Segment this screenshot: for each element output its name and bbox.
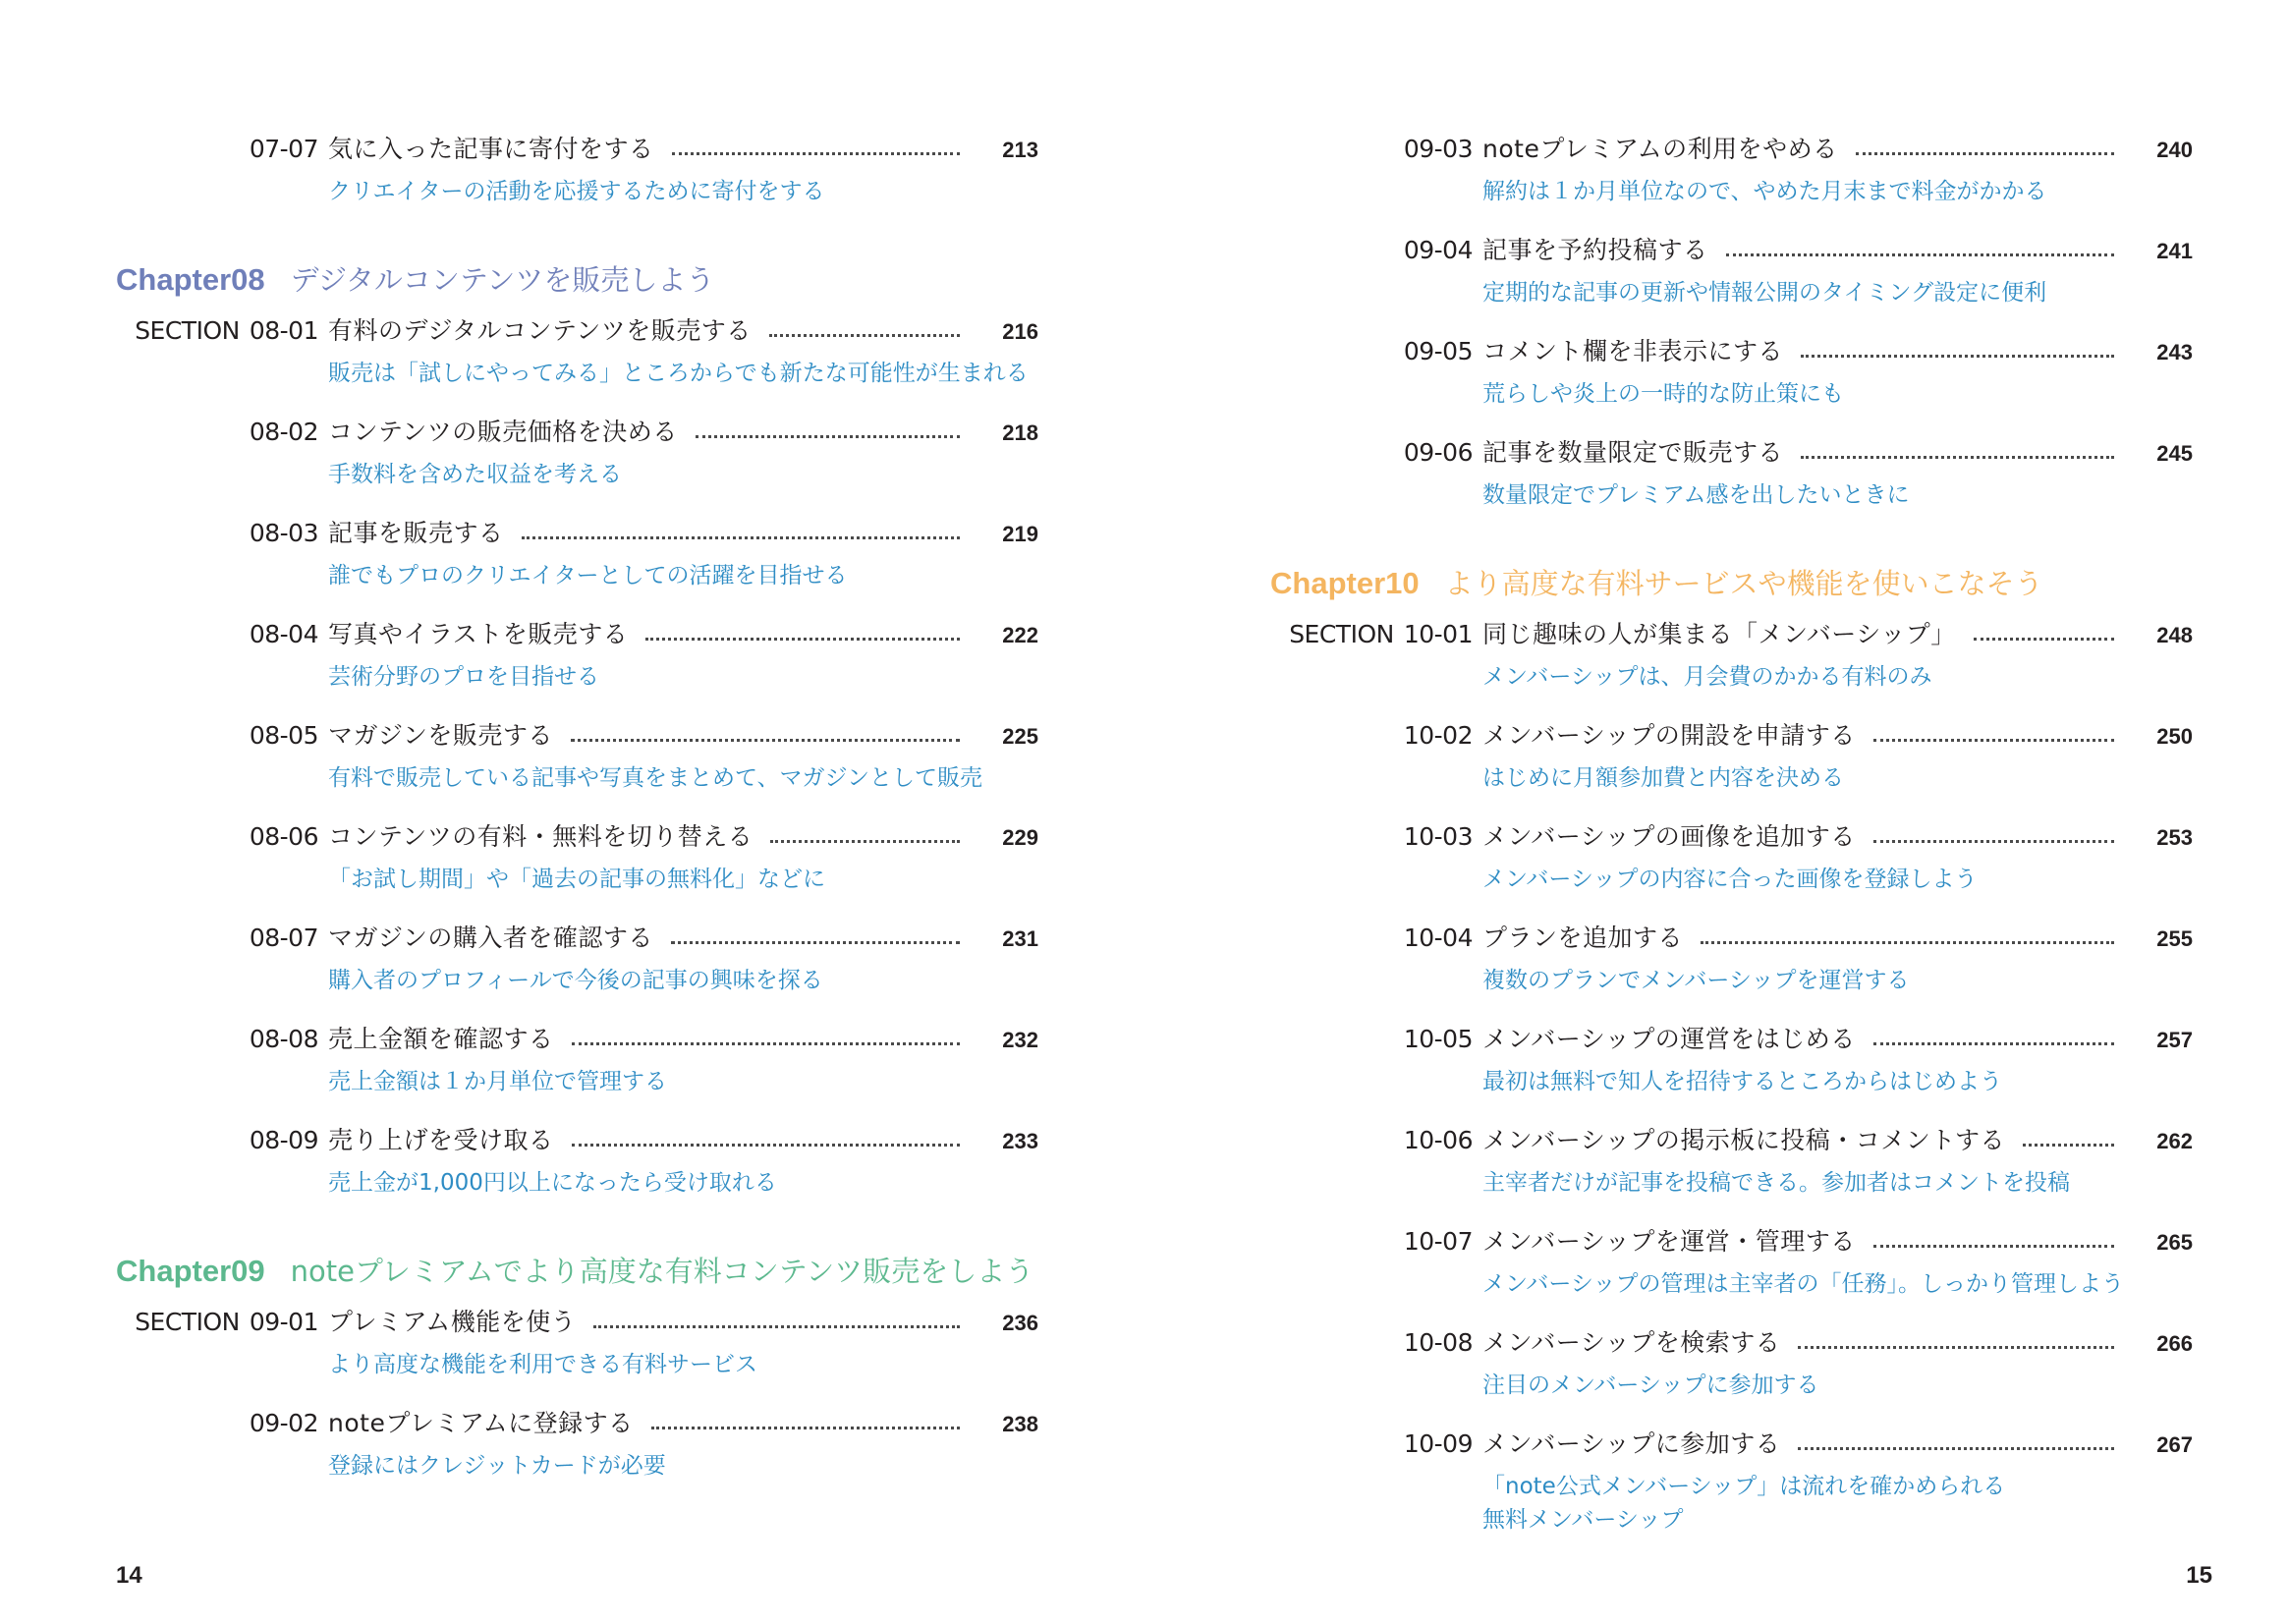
description-line: 売上金が1,000円以上になったら受け取れる	[328, 1170, 777, 1196]
description-line: 数量限定でプレミアム感を出したいときに	[1482, 482, 1910, 508]
page-reference: 225	[1002, 724, 1038, 749]
section-number	[1270, 1419, 1482, 1470]
section-description	[328, 964, 1038, 1014]
section-id: 10-09	[1403, 1429, 1473, 1458]
dot-leader	[1798, 1447, 2114, 1450]
section-title: noteプレミアムに登録する	[328, 1409, 634, 1437]
section-number	[1270, 913, 1482, 964]
toc-entry	[116, 812, 1038, 913]
section-number	[1270, 1216, 1482, 1267]
section-id: 07-07	[249, 135, 318, 163]
toc-entry	[116, 1297, 1038, 1398]
description-line: 誰でもプロのクリエイターとしての活躍を目指せる	[328, 563, 848, 588]
page-reference: 257	[2156, 1028, 2193, 1052]
description-line: 売上金額は１か月単位で管理する	[328, 1069, 667, 1094]
description-line: 最初は無料で知人を招待するところからはじめよう	[1482, 1069, 2002, 1094]
section-number	[1270, 225, 1482, 276]
page-reference: 236	[1002, 1311, 1038, 1335]
section-description	[328, 1166, 1038, 1216]
section-title: 記事を販売する	[328, 519, 504, 547]
toc-entry	[116, 710, 1038, 812]
description-line: 注目のメンバーシップに参加する	[1482, 1372, 1819, 1398]
section-number	[1270, 710, 1482, 761]
section-title: メンバーシップに参加する	[1482, 1429, 1781, 1458]
dot-leader	[769, 334, 960, 337]
section-title: 有料のデジタルコンテンツを販売する	[328, 316, 752, 345]
page-reference: 265	[2156, 1230, 2193, 1255]
toc-entry	[1270, 609, 2193, 710]
section-description	[328, 1065, 1038, 1115]
toc-entry-line	[1270, 1317, 2193, 1369]
toc-entry-line	[1270, 812, 2193, 863]
page-reference: 245	[2156, 441, 2193, 466]
section-id: 08-01	[249, 316, 318, 345]
section-number	[1270, 1115, 1482, 1166]
page-reference: 248	[2156, 623, 2193, 647]
section-title: コメント欄を非表示にする	[1482, 337, 1784, 365]
section-description	[328, 1449, 1038, 1499]
section-id: 09-01	[249, 1308, 318, 1336]
section-title: メンバーシップの開設を申請する	[1482, 721, 1856, 750]
section-number	[116, 306, 328, 357]
toc-entry-line	[1270, 1014, 2193, 1065]
section-title: 売り上げを受け取る	[328, 1126, 554, 1154]
toc-entry-line	[1270, 124, 2193, 175]
page-reference: 266	[2156, 1331, 2193, 1356]
section-id: 10-06	[1403, 1126, 1473, 1154]
section-id: 08-09	[249, 1126, 318, 1154]
section-description	[1482, 761, 2193, 812]
description-line: 複数のプランでメンバーシップを運営する	[1482, 968, 1910, 993]
section-number	[116, 407, 328, 458]
toc-entry-line	[116, 1014, 1038, 1065]
section-number	[116, 1115, 328, 1166]
chapter-heading	[116, 1246, 1038, 1297]
section-description	[1482, 863, 2193, 913]
section-title: プレミアム機能を使う	[328, 1308, 577, 1336]
section-id: 09-06	[1403, 438, 1473, 467]
section-description	[328, 175, 1038, 225]
section-id: 09-03	[1403, 135, 1473, 163]
toc-entry-line	[1270, 609, 2193, 660]
description-line: 「note公式メンバーシップ」は流れを確かめられる	[1482, 1474, 2006, 1499]
description-line: メンバーシップの管理は主宰者の「任務」。しっかり管理しよう	[1482, 1271, 2124, 1297]
toc-entry-line	[1270, 1419, 2193, 1470]
section-description	[1482, 478, 2193, 529]
section-title: 写真やイラストを販売する	[328, 620, 629, 648]
toc-entry	[1270, 1216, 2193, 1317]
section-title: コンテンツの有料・無料を切り替える	[328, 822, 754, 851]
section-id: 08-05	[249, 721, 318, 750]
toc-entry-line	[1270, 913, 2193, 964]
section-number	[1270, 609, 1482, 660]
chapter-title: デジタルコンテンツを販売しよう	[290, 263, 715, 297]
dot-leader	[1801, 456, 2114, 459]
section-number	[116, 913, 328, 964]
section-title: マガジンの購入者を確認する	[328, 924, 653, 952]
section-title: 同じ趣味の人が集まる「メンバーシップ」	[1482, 620, 1956, 648]
page-reference: 231	[1002, 926, 1038, 951]
description-line: メンバーシップは、月会費のかかる有料のみ	[1482, 664, 1932, 690]
section-number	[116, 508, 328, 559]
toc-entry-line	[116, 812, 1038, 863]
dot-leader	[1798, 1346, 2114, 1349]
chapter-label: Chapter09	[116, 1254, 265, 1288]
dot-leader	[696, 435, 960, 438]
toc-entry-line	[1270, 710, 2193, 761]
chapter-title: noteプレミアムでより高度な有料コンテンツ販売をしよう	[290, 1255, 1034, 1288]
section-id: 08-04	[249, 620, 318, 648]
description-line: 有料で販売している記事や写真をまとめて、マガジンとして販売	[328, 765, 982, 791]
page-reference: 222	[1002, 623, 1038, 647]
page-reference: 255	[2156, 926, 2193, 951]
toc-entry-line	[116, 407, 1038, 458]
description-line: 解約は１か月単位なので、やめた月末まで料金がかかる	[1482, 179, 2047, 204]
section-description	[1482, 276, 2193, 326]
section-title: 記事を予約投稿する	[1482, 236, 1708, 264]
dot-leader	[572, 1042, 960, 1045]
toc-entry-line	[1270, 225, 2193, 276]
toc-entry-line	[116, 609, 1038, 660]
dot-leader	[2023, 1144, 2114, 1147]
section-id: 08-08	[249, 1025, 318, 1053]
toc-entry	[1270, 427, 2193, 529]
section-id: 10-07	[1403, 1227, 1473, 1256]
dot-leader	[1873, 739, 2114, 742]
section-description	[328, 863, 1038, 913]
toc-entry-line	[116, 306, 1038, 357]
section-number	[1270, 124, 1482, 175]
description-line: 販売は「試しにやってみる」ところからでも新たな可能性が生まれる	[328, 361, 1029, 386]
dot-leader	[651, 1427, 960, 1429]
toc-entry	[1270, 225, 2193, 326]
section-id: 10-08	[1403, 1328, 1473, 1357]
section-title: メンバーシップの運営をはじめる	[1482, 1025, 1856, 1053]
chapter-label: Chapter08	[116, 262, 265, 297]
page-number-left: 14	[116, 1562, 142, 1589]
section-number	[116, 1398, 328, 1449]
toc-entry	[116, 1115, 1038, 1216]
section-id: 10-04	[1403, 924, 1473, 952]
section-description	[1482, 1166, 2193, 1216]
description-line: 手数料を含めた収益を考える	[328, 462, 622, 487]
toc-entry	[116, 1014, 1038, 1115]
toc-entry-line	[116, 710, 1038, 761]
dot-leader	[1974, 638, 2114, 641]
dot-leader	[522, 536, 960, 539]
section-description	[328, 761, 1038, 812]
dot-leader	[1726, 253, 2114, 256]
section-title: メンバーシップを検索する	[1482, 1328, 1781, 1357]
section-title: 売上金額を確認する	[328, 1025, 554, 1053]
section-id: 10-02	[1403, 721, 1473, 750]
toc-entry	[116, 609, 1038, 710]
left-toc-column	[116, 124, 1038, 1499]
description-line: 芸術分野のプロを目指せる	[328, 664, 599, 690]
section-description	[1482, 377, 2193, 427]
section-title: メンバーシップを運営・管理する	[1482, 1227, 1856, 1256]
section-number	[1270, 427, 1482, 478]
page-reference: 232	[1002, 1028, 1038, 1052]
dot-leader	[1873, 1245, 2114, 1248]
section-id: 08-07	[249, 924, 318, 952]
section-id: 09-02	[249, 1409, 318, 1437]
dot-leader	[671, 941, 960, 944]
page-reference: 219	[1002, 522, 1038, 546]
toc-entry-line	[1270, 1115, 2193, 1166]
section-number	[1270, 1317, 1482, 1369]
toc-entry-line	[116, 913, 1038, 964]
description-line: クリエイターの活動を応援するために寄付をする	[328, 179, 825, 204]
page-reference: 240	[2156, 138, 2193, 162]
section-number	[1270, 326, 1482, 377]
section-description	[1482, 660, 2193, 710]
left-page	[0, 0, 1144, 1624]
dot-leader	[672, 152, 960, 155]
section-title: プランを追加する	[1482, 924, 1684, 952]
section-number	[1270, 1014, 1482, 1065]
toc-entry	[1270, 1115, 2193, 1216]
toc-entry	[1270, 124, 2193, 225]
page-reference: 253	[2156, 825, 2193, 850]
right-page	[1144, 0, 2289, 1624]
section-description	[1482, 1369, 2193, 1419]
section-description	[1482, 1065, 2193, 1115]
page-reference: 229	[1002, 825, 1038, 850]
section-id: 08-03	[249, 519, 318, 547]
section-number	[116, 124, 328, 175]
dot-leader	[1856, 152, 2114, 155]
description-line: はじめに月額参加費と内容を決める	[1482, 765, 1844, 791]
description-line: 登録にはクレジットカードが必要	[328, 1453, 666, 1479]
section-id: 10-05	[1403, 1025, 1473, 1053]
toc-entry	[1270, 812, 2193, 913]
dot-leader	[1873, 840, 2114, 843]
page-reference: 238	[1002, 1412, 1038, 1436]
section-prefix: SECTION	[135, 1308, 240, 1336]
right-toc-column	[1270, 124, 2193, 1553]
description-line: 主宰者だけが記事を投稿できる。参加者はコメントを投稿	[1482, 1170, 2070, 1196]
dot-leader	[1801, 355, 2114, 358]
page-reference: 218	[1002, 420, 1038, 445]
section-description	[1482, 175, 2193, 225]
section-id: 08-02	[249, 418, 318, 446]
section-title: メンバーシップの画像を追加する	[1482, 822, 1856, 851]
dot-leader	[572, 1144, 960, 1147]
toc-entry	[1270, 710, 2193, 812]
section-number	[116, 1297, 328, 1348]
description-line: 購入者のプロフィールで今後の記事の興味を探る	[328, 968, 823, 993]
chapter-title: より高度な有料サービスや機能を使いこなそう	[1444, 567, 2043, 600]
dot-leader	[1873, 1042, 2114, 1045]
chapter-label: Chapter10	[1270, 566, 1420, 600]
section-description	[328, 1348, 1038, 1398]
page-reference: 241	[2156, 239, 2193, 263]
section-description	[1482, 964, 2193, 1014]
toc-entry	[1270, 1317, 2193, 1419]
section-title: マガジンを販売する	[328, 721, 553, 750]
page-reference: 262	[2156, 1129, 2193, 1153]
page-reference: 213	[1002, 138, 1038, 162]
section-id: 10-03	[1403, 822, 1473, 851]
description-line: メンバーシップの内容に合った画像を登録しよう	[1482, 867, 1978, 892]
toc-entry-line	[116, 1297, 1038, 1348]
dot-leader	[1701, 941, 2114, 944]
toc-entry	[116, 407, 1038, 508]
toc-entry	[116, 124, 1038, 225]
page-reference: 243	[2156, 340, 2193, 364]
toc-entry	[1270, 326, 2193, 427]
toc-entry	[116, 1398, 1038, 1499]
section-id: 09-05	[1403, 337, 1473, 365]
section-prefix: SECTION	[1289, 620, 1394, 648]
section-description	[328, 357, 1038, 407]
page-reference: 216	[1002, 319, 1038, 344]
toc-entry-line	[1270, 1216, 2193, 1267]
section-title: 記事を数量限定で販売する	[1482, 438, 1784, 467]
chapter-heading	[116, 254, 1038, 306]
toc-entry-line	[116, 508, 1038, 559]
section-number	[116, 812, 328, 863]
description-line: 無料メンバーシップ	[1482, 1507, 1684, 1533]
dot-leader	[645, 638, 960, 641]
dot-leader	[593, 1325, 960, 1328]
dot-leader	[770, 840, 960, 843]
toc-entry-line	[116, 124, 1038, 175]
page-reference: 267	[2156, 1432, 2193, 1457]
toc-entry	[1270, 1419, 2193, 1553]
section-description	[328, 660, 1038, 710]
page-number-right: 15	[2186, 1562, 2212, 1589]
section-description	[328, 458, 1038, 508]
toc-entry	[116, 508, 1038, 609]
section-title: noteプレミアムの利用をやめる	[1482, 135, 1838, 163]
toc-entry-line	[1270, 427, 2193, 478]
toc-entry-line	[116, 1398, 1038, 1449]
section-description	[328, 559, 1038, 609]
toc-entry	[116, 306, 1038, 407]
chapter-heading	[1270, 558, 2193, 609]
toc-entry-line	[116, 1115, 1038, 1166]
description-line: より高度な機能を利用できる有料サービス	[328, 1352, 757, 1377]
section-description	[1482, 1267, 2193, 1317]
section-id: 09-04	[1403, 236, 1473, 264]
toc-entry-line	[1270, 326, 2193, 377]
description-line: 定期的な記事の更新や情報公開のタイミング設定に便利	[1482, 280, 2047, 306]
section-title: メンバーシップの掲示板に投稿・コメントする	[1482, 1126, 2006, 1154]
section-description	[1482, 1470, 2193, 1553]
section-number	[1270, 812, 1482, 863]
description-line: 荒らしや炎上の一時的な防止策にも	[1482, 381, 1844, 407]
page-reference: 250	[2156, 724, 2193, 749]
section-number	[116, 1014, 328, 1065]
dot-leader	[571, 739, 960, 742]
description-line: 「お試し期間」や「過去の記事の無料化」などに	[328, 867, 825, 892]
section-title: コンテンツの販売価格を決める	[328, 418, 678, 446]
toc-entry	[1270, 913, 2193, 1014]
section-id: 08-06	[249, 822, 318, 851]
section-number	[116, 609, 328, 660]
section-number	[116, 710, 328, 761]
page-reference: 233	[1002, 1129, 1038, 1153]
toc-entry	[116, 913, 1038, 1014]
section-title: 気に入った記事に寄付をする	[328, 135, 654, 163]
section-id: 10-01	[1403, 620, 1473, 648]
section-prefix: SECTION	[135, 316, 240, 345]
toc-entry	[1270, 1014, 2193, 1115]
